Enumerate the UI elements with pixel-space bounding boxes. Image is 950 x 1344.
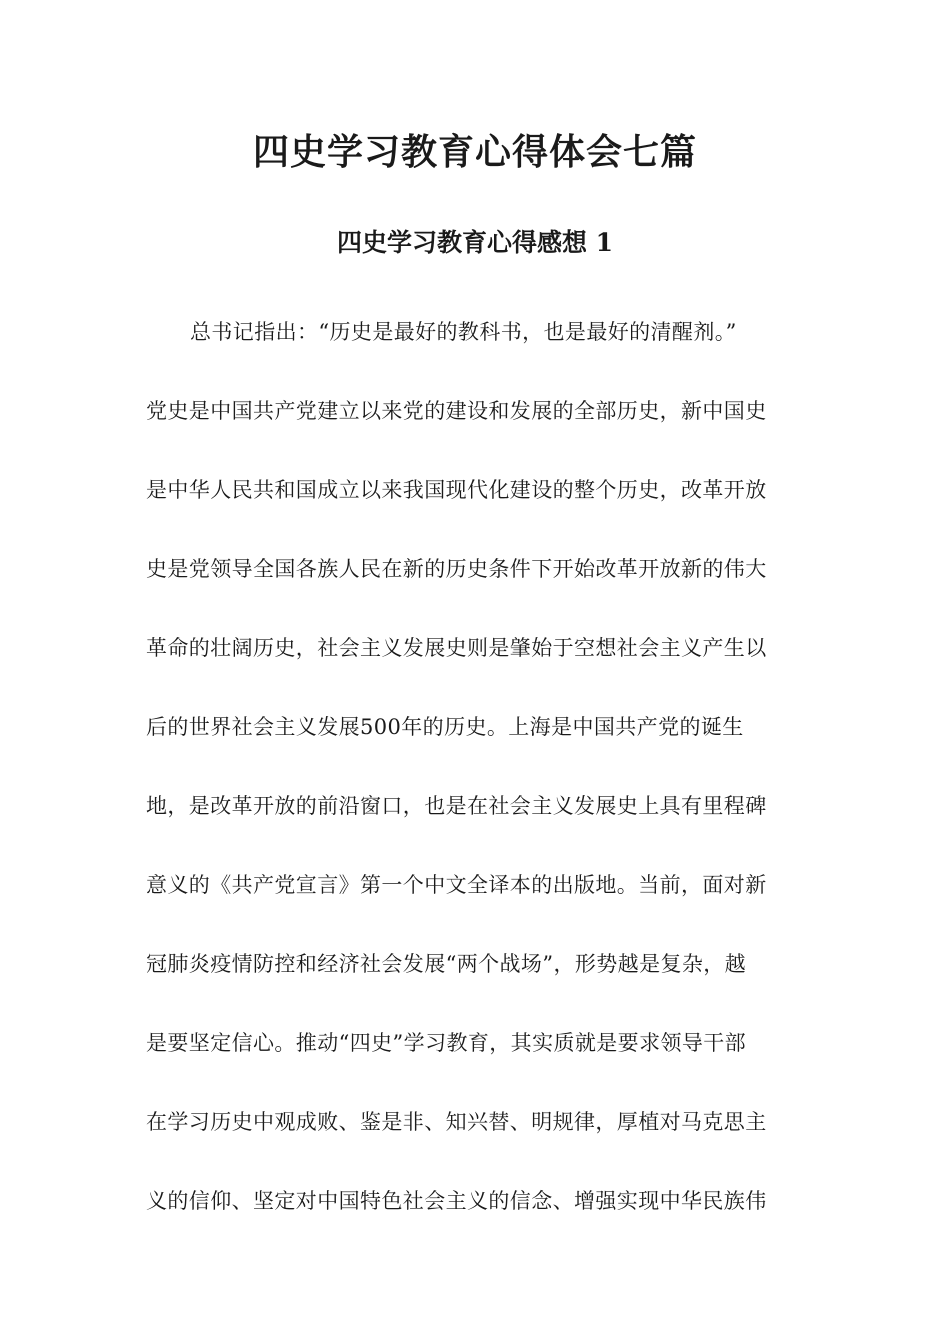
paragraph-line: 史是党领导全国各族人民在新的历史条件下开始改革开放新的伟大 xyxy=(146,557,767,581)
paragraph-line: 革命的壮阔历史，社会主义发展史则是肇始于空想社会主义产生以 xyxy=(146,636,767,660)
body-paragraph xyxy=(146,314,794,1262)
paragraph-line: 地，是改革开放的前沿窗口，也是在社会主义发展史上具有里程碑 xyxy=(146,794,767,818)
document-title: 四史学习教育心得体会七篇 xyxy=(252,131,697,173)
paragraph-line: 后的世界社会主义发展500年的历史。上海是中国共产党的诞生 xyxy=(146,715,744,739)
paragraph-line: 党史是中国共产党建立以来党的建设和发展的全部历史，新中国史 xyxy=(146,399,767,423)
paragraph-line: 是要坚定信心。推动“四史”学习教育，其实质就是要求领导干部 xyxy=(146,1031,747,1055)
paragraph-line: 在学习历史中观成败、鉴是非、知兴替、明规律，厚植对马克思主 xyxy=(146,1110,767,1134)
paragraph-line: 意义的《共产党宣言》第一个中文全译本的出版地。当前，面对新 xyxy=(146,873,767,897)
section-title: 四史学习教育心得感想 1 xyxy=(336,228,614,257)
paragraph-line: 义的信仰、坚定对中国特色社会主义的信念、增强实现中华民族伟 xyxy=(146,1189,767,1213)
paragraph-line: 是中华人民共和国成立以来我国现代化建设的整个历史，改革开放 xyxy=(146,478,767,502)
paragraph-line: 冠肺炎疫情防控和经济社会发展“两个战场”，形势越是复杂，越 xyxy=(146,952,747,976)
paragraph-line: 总书记指出：“历史是最好的教科书，也是最好的清醒剂。” xyxy=(190,320,737,344)
